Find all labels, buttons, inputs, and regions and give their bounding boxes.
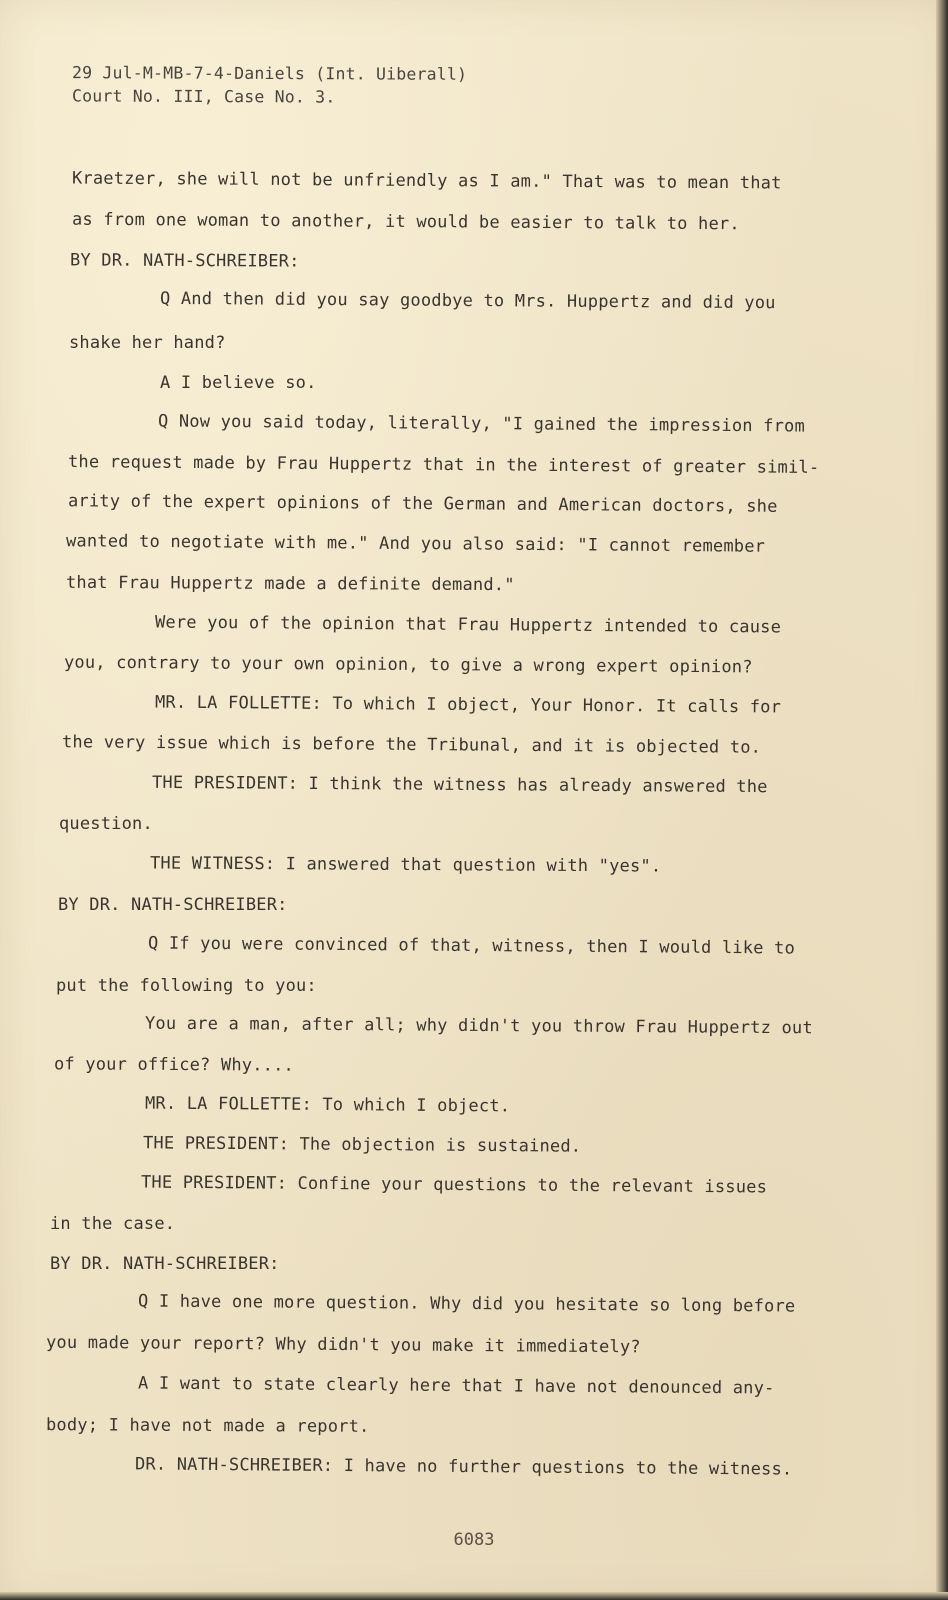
transcript-line: Q If you were convinced of that, witness, then I would like to bbox=[147, 933, 796, 959]
transcript-line: THE PRESIDENT: The objection is sustained. bbox=[142, 1133, 582, 1157]
transcript-line: of your office? Why.... bbox=[53, 1054, 295, 1076]
page-edge bbox=[0, 1592, 948, 1600]
transcript-line: Q I have one more question. Why did you hesitate so long before bbox=[137, 1291, 796, 1317]
transcript-line: the very issue which is before the Tribunal, and it is objected to. bbox=[61, 732, 762, 758]
transcript-line: Q And then did you say goodbye to Mrs. Huppertz and did you bbox=[159, 288, 776, 314]
speaker-heading: BY DR. NATH-SCHREIBER: bbox=[69, 250, 300, 272]
transcript-line: THE PRESIDENT: I think the witness has already answered the bbox=[151, 772, 768, 798]
transcript-line: as from one woman to another, it would be easier to talk to her. bbox=[71, 209, 740, 235]
speaker-heading: BY DR. NATH-SCHREIBER: bbox=[50, 1254, 280, 1274]
transcript-line: that Frau Huppertz made a definite demand." bbox=[65, 572, 515, 596]
transcript-line: put the following to you: bbox=[56, 976, 317, 996]
transcript-line: Kraetzer, she will not be unfriendly as I am." That was to mean that bbox=[71, 168, 782, 194]
page-number: 6083 bbox=[453, 1530, 495, 1550]
transcript-line: wanted to negotiate with me." And you also said: "I cannot remember bbox=[65, 531, 766, 557]
transcript-line: shake her hand? bbox=[69, 333, 226, 353]
transcript-line: You are a man, after all; why didn't you throw Frau Huppertz out bbox=[144, 1013, 813, 1039]
transcript-line: Were you of the opinion that Frau Huppertz intended to cause bbox=[154, 612, 782, 638]
transcript-line: MR. LA FOLLETTE: To which I object. bbox=[144, 1093, 511, 1117]
transcript-line: THE WITNESS: I answered that question with "yes". bbox=[149, 853, 662, 877]
transcript-line: DR. NATH-SCHREIBER: I have no further questions to the witness. bbox=[134, 1454, 793, 1480]
transcript-line: the request made by Frau Huppertz that in the interest of greater simil- bbox=[67, 452, 820, 478]
transcript-line: A I believe so. bbox=[160, 373, 317, 393]
speaker-heading: BY DR. NATH-SCHREIBER: bbox=[58, 895, 288, 915]
page-edge bbox=[936, 0, 948, 1600]
header-line-1: 29 Jul-M-MB-7-4-Daniels (Int. Uiberall) bbox=[71, 63, 468, 84]
transcript-line: question. bbox=[59, 814, 153, 834]
header-line-2: Court No. III, Case No. 3. bbox=[71, 86, 336, 107]
transcript-line: A I want to state clearly here that I have not denounced any- bbox=[137, 1373, 775, 1399]
transcript-line: you made your report? Why didn't you make it immediately? bbox=[45, 1332, 641, 1358]
transcript-line: body; I have not made a report. bbox=[45, 1415, 370, 1437]
transcript-line: arity of the expert opinions of the German and American doctors, she bbox=[67, 491, 778, 517]
transcript-line: MR. LA FOLLETTE: To which I object, Your Honor. It calls for bbox=[154, 692, 782, 718]
transcript-line: in the case. bbox=[50, 1214, 176, 1234]
transcript-line: THE PRESIDENT: Confine your questions to the relevant issues bbox=[140, 1172, 768, 1198]
transcript-line: you, contrary to your own opinion, to give a wrong expert opinion? bbox=[63, 652, 753, 678]
transcript-line: Q Now you said today, literally, "I gained the impression from bbox=[157, 411, 806, 437]
